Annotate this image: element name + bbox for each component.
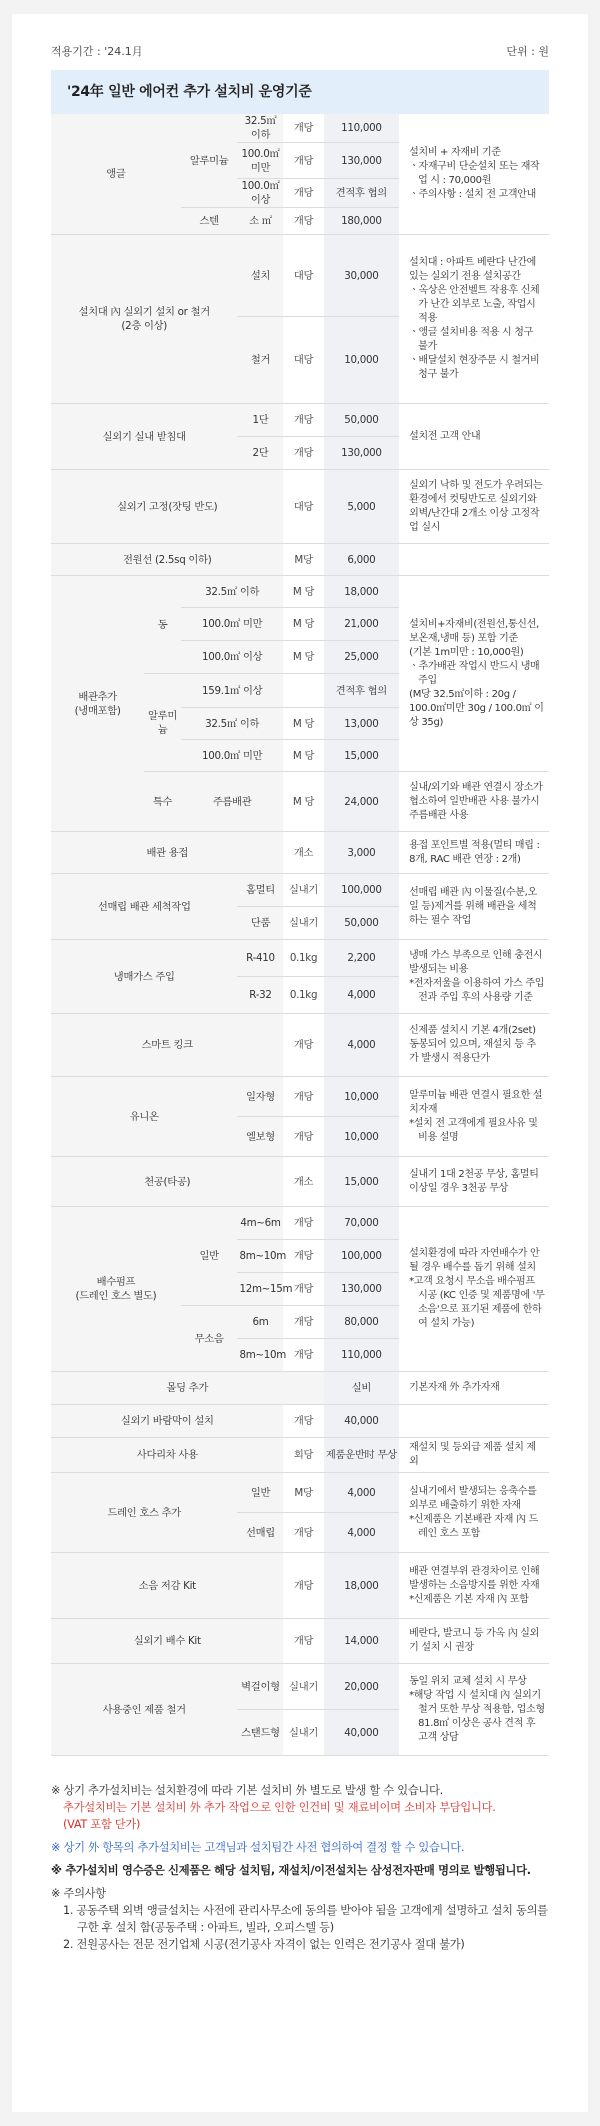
notes-section — [51, 1782, 549, 1953]
price-cell: 견적후 협의 — [324, 674, 400, 708]
item-name-cell: 32.5㎡ 이하 — [237, 114, 283, 143]
price-cell: 4,000 — [324, 1513, 400, 1553]
remark-cell — [399, 1619, 549, 1664]
cell-text-line: *해당 작업 시 설치대 內 실외기 철거 또한 무상 적용함, 업소형 81.8㎡ 이상은 공사 견적 후 고객 상담 — [409, 1689, 545, 1743]
remark-cell — [399, 1405, 549, 1438]
remark-cell — [399, 1077, 549, 1157]
table-row — [51, 1664, 549, 1710]
item-name-cell: 엘보형 — [237, 1117, 283, 1157]
installation-fee-table — [51, 114, 549, 1756]
price-cell: 110,000 — [324, 1339, 400, 1372]
item-name-cell: 벽걸이형 — [237, 1664, 283, 1710]
remark-cell — [399, 1207, 549, 1372]
remark-cell — [399, 1473, 549, 1553]
item-name-cell: 실외기 실내 받침대 — [51, 404, 237, 470]
cell-text-line: (냉매포함) — [74, 704, 121, 717]
item-name-cell: 159.1㎡ 이상 — [181, 674, 284, 708]
unit-cell: 개당 — [283, 404, 323, 437]
unit-cell: M 당 — [283, 608, 323, 641]
cell-text-line: 실내/외기와 배관 연결시 장소가 협소하여 일반배관 사용 불가시 주름배관 사용 — [409, 781, 543, 821]
item-name-cell: 알루미늄 — [144, 674, 181, 772]
top-info-bar — [51, 44, 549, 60]
cell-text-line: 배수펌프 — [96, 1276, 136, 1288]
item-name-cell: 사용중인 제품 철거 — [51, 1664, 237, 1756]
item-name-cell: 소 ㎡ — [237, 208, 283, 235]
cell-text-line: 동일 위치 교체 설치 시 무상 — [409, 1675, 527, 1687]
note-4-heading: ※ 주의사항 — [51, 1887, 106, 1900]
note-3: ※ 추가설치비 영수증은 신제품은 해당 설치팀, 재설치/이전설치는 삼성전자판매 명의로 발행됩니다. — [51, 1864, 531, 1877]
item-name-cell — [51, 1207, 181, 1372]
item-name-cell: 냉매가스 주입 — [51, 940, 237, 1014]
cell-text-line: ㆍ배달설치 현장주문 시 철거비 청구 불가 — [409, 355, 540, 380]
caution-item: 1. 공동주택 외벽 앵글설치는 사전에 관리사무소에 동의를 받아야 됨을 고객에게 설명하고 설치 동의를 구한 후 설치 함(공동주택 : 아파트, 빌라, 오피스텔 등) — [63, 1904, 548, 1934]
cell-text-line: 설치비+자재비(전원선,통신선, 보온재,냉매 등) 포함 기준 — [409, 618, 539, 644]
unit-cell: M 당 — [283, 772, 323, 832]
remark-cell — [399, 404, 549, 470]
table-row — [51, 1473, 549, 1513]
unit-cell: 개당 — [283, 1077, 323, 1117]
unit-cell: 실내기 — [283, 1664, 323, 1710]
price-cell: 100,000 — [324, 1240, 400, 1273]
unit-cell: M당 — [283, 1473, 323, 1513]
cell-text-line: 알루미늄 배관 연결시 필요한 설치자재 — [409, 1089, 543, 1115]
cell-text-line: (2층 이상) — [121, 320, 168, 332]
item-name-cell: 사다리차 사용 — [51, 1438, 283, 1473]
cell-text-line: *신제품은 기본배관 자재 內 드레인 호스 포함 — [409, 1513, 538, 1539]
unit-cell: 실내기 — [283, 874, 323, 907]
remark-cell — [399, 235, 549, 404]
price-cell: 80,000 — [324, 1306, 400, 1339]
table-row — [51, 940, 549, 977]
cell-text-line: *설치 전 고객에게 필요사유 및 비용 설명 — [409, 1117, 538, 1143]
item-name-cell: 8m~10m — [237, 1339, 283, 1372]
item-name-cell: 선매립 배관 세척작업 — [51, 874, 237, 940]
cell-text-line: 선매립 배관 內 이물질(수분,오일 등)제거를 위해 배관을 세척하는 필수 작업 — [409, 886, 537, 926]
cell-text-line: 설치대 內 실외기 설치 or 철거 — [78, 306, 210, 318]
price-cell: 25,000 — [324, 641, 400, 674]
unit-cell: M 당 — [283, 641, 323, 674]
price-cell: 21,000 — [324, 608, 400, 641]
item-name-cell: 철거 — [237, 317, 283, 404]
unit-cell: 개당 — [283, 1273, 323, 1306]
item-name-cell: 1단 — [237, 404, 283, 437]
page-title: '24年 일반 에어컨 추가 설치비 운영기준 — [51, 70, 549, 114]
item-name-cell: 실외기 바람막이 설치 — [51, 1405, 283, 1438]
unit-cell: 개당 — [283, 1553, 323, 1619]
unit-cell: 개당 — [283, 1405, 323, 1438]
unit-cell: 대당 — [283, 470, 323, 544]
item-name-cell: 홈멀티 — [237, 874, 283, 907]
price-cell: 130,000 — [324, 437, 400, 470]
unit-cell: 실내기 — [283, 1710, 323, 1756]
cell-text-line: *신제품은 기본 자재 內 포함 — [409, 1593, 529, 1605]
price-cell: 18,000 — [324, 1553, 400, 1619]
unit-cell: M 당 — [283, 708, 323, 740]
price-cell: 제품운반时 무상 — [324, 1438, 400, 1473]
item-name-cell: 8m~10m — [237, 1240, 283, 1273]
item-name-cell: 실외기 배수 Kit — [51, 1619, 283, 1664]
price-cell: 5,000 — [324, 470, 400, 544]
cell-text-line: (드레인 호스 별도) — [75, 1290, 157, 1302]
table-row — [51, 544, 549, 576]
unit-cell: 개당 — [283, 1014, 323, 1077]
item-name-cell: 일반 — [237, 1473, 283, 1513]
price-cell: 6,000 — [324, 544, 400, 576]
cell-text-line: ㆍ앵글 설치비용 적용 시 청구 불가 — [409, 327, 533, 352]
cell-text-line: 실외기 낙하 및 전도가 우려되는 환경에서 컷팅반도로 실외기와 외벽/난간대 2개소 이상 고정작업 실시 — [409, 479, 543, 533]
item-name-cell: 일자형 — [237, 1077, 283, 1117]
unit-cell: 개당 — [283, 1339, 323, 1372]
cell-text-line: (기본 1m미만 : 10,000원) — [409, 646, 524, 658]
table-row — [51, 1077, 549, 1117]
unit-cell: 개당 — [283, 143, 323, 179]
price-guide-card — [12, 14, 588, 2112]
cell-text-line: ㆍ추가배관 작업시 반드시 냉매주입 — [409, 660, 540, 686]
item-name-cell: 앵글 — [51, 114, 181, 235]
item-name-cell: 선매립 — [237, 1513, 283, 1553]
item-name-cell: 단품 — [237, 907, 283, 940]
remark-cell — [399, 576, 549, 772]
unit-cell: 개당 — [283, 437, 323, 470]
table-row — [51, 832, 549, 874]
item-name-cell: 실외기 고정(잣팅 반도) — [51, 470, 283, 544]
note-1-red-b: (VAT 포함 단가) — [63, 1818, 141, 1831]
cell-text-line: 냉매 가스 부족으로 인해 충전시 발생되는 비용 — [409, 949, 543, 975]
item-name-cell: 100.0㎡ 미만 — [181, 608, 284, 641]
remark-cell — [399, 114, 549, 235]
item-name-cell: 100.0㎡ 이상 — [237, 179, 283, 208]
price-cell: 50,000 — [324, 404, 400, 437]
unit-cell: 개당 — [283, 1207, 323, 1240]
unit-cell: 개당 — [283, 1306, 323, 1339]
cell-text-line: *고객 요청시 무소음 배수펌프 시공 (KC 인증 및 제품명에 '무소음'으로 표기된 제품에 한하여 설치 가능) — [409, 1276, 545, 1329]
price-cell: 10,000 — [324, 1077, 400, 1117]
table-row — [51, 1553, 549, 1619]
cell-text-line: *전자저울을 이용하여 가스 주입 전과 주입 후의 사용량 기준 — [409, 977, 545, 1003]
item-name-cell: 유니온 — [51, 1077, 237, 1157]
price-cell: 15,000 — [324, 740, 400, 772]
unit-cell — [283, 674, 323, 708]
remark-cell — [399, 772, 549, 832]
remark-cell — [399, 940, 549, 1014]
cell-text-line: 신제품 설치시 기본 4개(2set) 동봉되어 있으며, 재설치 등 추가 발생시 적용단가 — [409, 1025, 536, 1064]
item-name-cell: 100.0㎡ 미만 — [237, 143, 283, 179]
table-row — [51, 1438, 549, 1473]
remark-cell — [399, 544, 549, 576]
item-name-cell: 4m~6m — [237, 1207, 283, 1240]
unit-cell: 개당 — [283, 208, 323, 235]
cell-text-line: 배관추가 — [78, 690, 117, 703]
cell-text-line: 기본자재 外 추가자재 — [409, 1382, 500, 1393]
table-row — [51, 1157, 549, 1207]
item-name-cell: 주름배관 — [181, 772, 284, 832]
item-name-cell: 드레인 호스 추가 — [51, 1473, 237, 1553]
price-cell: 4,000 — [324, 1014, 400, 1077]
remark-cell — [399, 1553, 549, 1619]
cell-text-line: ㆍ주의사항 : 설치 전 고객안내 — [409, 189, 536, 200]
item-name-cell: 특수 — [144, 772, 181, 832]
price-cell: 70,000 — [324, 1207, 400, 1240]
item-name-cell: 몰딩 추가 — [51, 1372, 324, 1405]
item-name-cell — [51, 576, 144, 832]
item-name-cell: 스탠드형 — [237, 1710, 283, 1756]
unit-cell: M 당 — [283, 740, 323, 772]
table-row — [51, 576, 549, 608]
price-cell: 180,000 — [324, 208, 400, 235]
cell-text-line: 재설치 및 등외급 제품 설치 제외 — [409, 1442, 536, 1467]
item-name-cell: 32.5㎡ 이하 — [181, 576, 284, 608]
price-cell: 4,000 — [324, 1473, 400, 1513]
cell-text-line: 설치비 + 자재비 기준 — [409, 147, 501, 158]
price-cell: 2,200 — [324, 940, 400, 977]
remark-cell — [399, 1664, 549, 1756]
unit-cell: 대당 — [283, 317, 323, 404]
table-row — [51, 1405, 549, 1438]
item-name-cell: 32.5㎡ 이하 — [181, 708, 284, 740]
price-cell: 100,000 — [324, 874, 400, 907]
price-cell: 3,000 — [324, 832, 400, 874]
unit-cell: 회당 — [283, 1438, 323, 1473]
unit-cell: 개당 — [283, 1240, 323, 1273]
caution-list — [51, 1902, 549, 1953]
item-name-cell: 2단 — [237, 437, 283, 470]
price-cell: 20,000 — [324, 1664, 400, 1710]
price-cell: 40,000 — [324, 1710, 400, 1756]
remark-cell — [399, 832, 549, 874]
unit-cell: M 당 — [283, 576, 323, 608]
table-row — [51, 874, 549, 907]
price-cell: 4,000 — [324, 977, 400, 1014]
cell-text-line: 용접 포인트별 적용(멀티 매립 : 8개, RAC 배관 연장 : 2개) — [409, 839, 540, 865]
unit-cell: 개소 — [283, 832, 323, 874]
price-cell: 13,000 — [324, 708, 400, 740]
cell-text-line: ㆍ옥상은 안전벨트 작용후 신체가 난간 외부로 노출, 작업시 적용 — [409, 285, 540, 324]
table-row — [51, 1014, 549, 1077]
item-name-cell: 스텐 — [181, 208, 238, 235]
price-cell: 40,000 — [324, 1405, 400, 1438]
cell-text-line: (M당 32.5㎡이하 : 20g / 100.0㎡미만 30g / 100.0㎡ 이상 35g) — [409, 688, 544, 728]
price-cell: 10,000 — [324, 1117, 400, 1157]
remark-cell — [399, 1014, 549, 1077]
cell-text-line: 설치환경에 따라 자연배수가 안될 경우 배수를 돕기 위해 설치 — [409, 1248, 540, 1273]
table-row — [51, 235, 549, 317]
price-cell: 견적후 협의 — [324, 179, 400, 208]
item-name-cell — [51, 235, 237, 404]
price-cell: 24,000 — [324, 772, 400, 832]
unit-cell: 개당 — [283, 1117, 323, 1157]
item-name-cell: 천공(타공) — [51, 1157, 283, 1207]
unit-cell: 개당 — [283, 114, 323, 143]
note-2: ※ 상기 外 항목의 추가설치비는 고객님과 설치팀간 사전 협의하여 결정 할 수 있습니다. — [51, 1841, 465, 1854]
item-name-cell: 동 — [144, 576, 181, 674]
item-name-cell: 소음 저감 Kit — [51, 1553, 283, 1619]
currency-unit: 단위 : 원 — [506, 45, 549, 58]
item-name-cell: 스마트 킹크 — [51, 1014, 283, 1077]
item-name-cell: 무소음 — [181, 1306, 238, 1372]
table-row — [51, 1372, 549, 1405]
unit-cell: 0.1kg — [283, 940, 323, 977]
price-cell: 130,000 — [324, 1273, 400, 1306]
price-cell: 30,000 — [324, 235, 400, 317]
table-row — [51, 1619, 549, 1664]
unit-cell: 개소 — [283, 1157, 323, 1207]
item-name-cell: 12m~15m — [237, 1273, 283, 1306]
item-name-cell: 6m — [237, 1306, 283, 1339]
remark-cell — [399, 470, 549, 544]
cell-text-line: 베란다, 발코니 등 가옥 內 실외기 설치 시 권장 — [409, 1628, 540, 1653]
price-cell: 110,000 — [324, 114, 400, 143]
remark-cell — [399, 1372, 549, 1405]
table-row — [51, 1207, 549, 1240]
unit-cell: 대당 — [283, 235, 323, 317]
price-cell: 실비 — [324, 1372, 400, 1405]
price-cell: 18,000 — [324, 576, 400, 608]
item-name-cell: 설치 — [237, 235, 283, 317]
price-cell: 50,000 — [324, 907, 400, 940]
cell-text-line: 실내기에서 발생되는 응축수를 외부로 배출하기 위한 자재 — [409, 1485, 537, 1511]
unit-cell: 실내기 — [283, 907, 323, 940]
item-name-cell: 전원선 (2.5sq 이하) — [51, 544, 283, 576]
table-row — [51, 404, 549, 437]
remark-cell — [399, 874, 549, 940]
item-name-cell: R-410 — [237, 940, 283, 977]
table-row — [51, 114, 549, 143]
item-name-cell: 100.0㎡ 미만 — [181, 740, 284, 772]
cell-text-line: 실내기 1대 2천공 무상, 홈멀티 이상일 경우 3천공 무상 — [409, 1168, 539, 1194]
unit-cell: 0.1kg — [283, 977, 323, 1014]
cell-text-line: 설치전 고객 안내 — [409, 430, 481, 442]
unit-cell: 개당 — [283, 1513, 323, 1553]
item-name-cell: 배관 용접 — [51, 832, 283, 874]
note-1: ※ 상기 추가설치비는 설치환경에 따라 기본 설치비 外 별도로 발생 할 수 있습니다. — [51, 1784, 443, 1797]
cell-text-line: 설치대 : 아파트 베란다 난간에 있는 실외기 전용 설치공간 — [409, 257, 536, 282]
unit-cell: 개당 — [283, 179, 323, 208]
table-row — [51, 470, 549, 544]
unit-cell: 개당 — [283, 1619, 323, 1664]
cell-text-line: ㆍ자재구비 단순설치 또는 재작업 시 : 70,000원 — [409, 161, 540, 186]
price-cell: 10,000 — [324, 317, 400, 404]
cell-text-line: 배관 연결부위 관경차이로 인해 발생하는 소음방지를 위한 자재 — [409, 1565, 540, 1591]
applicable-period: 적용기간 : '24.1月 — [51, 45, 143, 58]
remark-cell — [399, 1157, 549, 1207]
price-cell: 15,000 — [324, 1157, 400, 1207]
price-cell: 130,000 — [324, 143, 400, 179]
note-1-red-a: 추가설치비는 기본 설치비 外 추가 작업으로 인한 인건비 및 재료비이며 소비자 부담입니다. — [63, 1801, 496, 1814]
price-cell: 14,000 — [324, 1619, 400, 1664]
item-name-cell: 100.0㎡ 이상 — [181, 641, 284, 674]
item-name-cell: 일반 — [181, 1207, 238, 1306]
item-name-cell: 알루미늄 — [181, 114, 238, 208]
caution-item: 2. 전원공사는 전문 전기업체 시공(전기공사 자격이 없는 인력은 전기공사 절대 불가) — [63, 1938, 465, 1951]
item-name-cell: R-32 — [237, 977, 283, 1014]
unit-cell: M당 — [283, 544, 323, 576]
remark-cell — [399, 1438, 549, 1473]
